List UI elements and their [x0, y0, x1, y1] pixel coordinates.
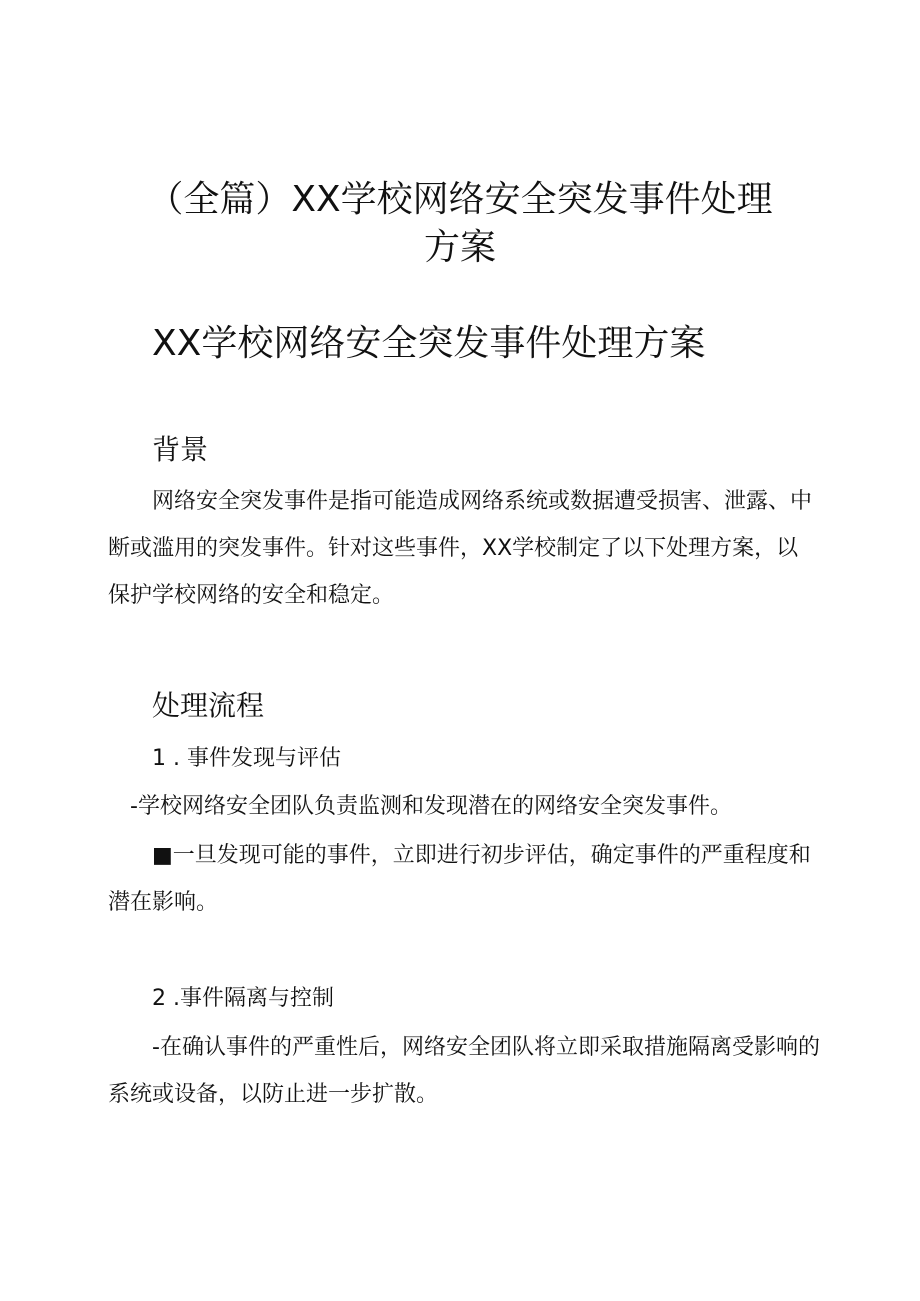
section-heading-background: 背景	[152, 433, 209, 466]
document-title	[110, 176, 810, 272]
background-paragraph: 网络安全突发事件是指可能造成网络系统或数据遭受损害、泄露、中断或滥用的突发事件。针对这些事件，XX学校制定了以下处理方案，以保护学校网络的安全和稳定。	[108, 489, 813, 608]
step1-point2: ■一旦发现可能的事件，立即进行初步评估，确定事件的严重程度和潜在影响。	[108, 843, 811, 915]
step2-title: 2 .事件隔离与控制	[152, 986, 334, 1011]
step2-point1: -在确认事件的严重性后，网络安全团队将立即采取措施隔离受影响的系统或设备，以防止进一步扩散。	[108, 1035, 820, 1107]
document-subtitle: XX学校网络安全突发事件处理方案	[152, 323, 706, 364]
step1-title: 1 . 事件发现与评估	[152, 746, 341, 771]
document-title-line2: 方案	[423, 227, 496, 268]
step1-point1: -学校网络安全团队负责监测和发现潜在的网络安全突发事件。	[130, 794, 732, 819]
section-heading-process: 处理流程	[152, 689, 265, 722]
document-title-line1: （全篇）XX学校网络安全突发事件处理	[147, 179, 773, 220]
